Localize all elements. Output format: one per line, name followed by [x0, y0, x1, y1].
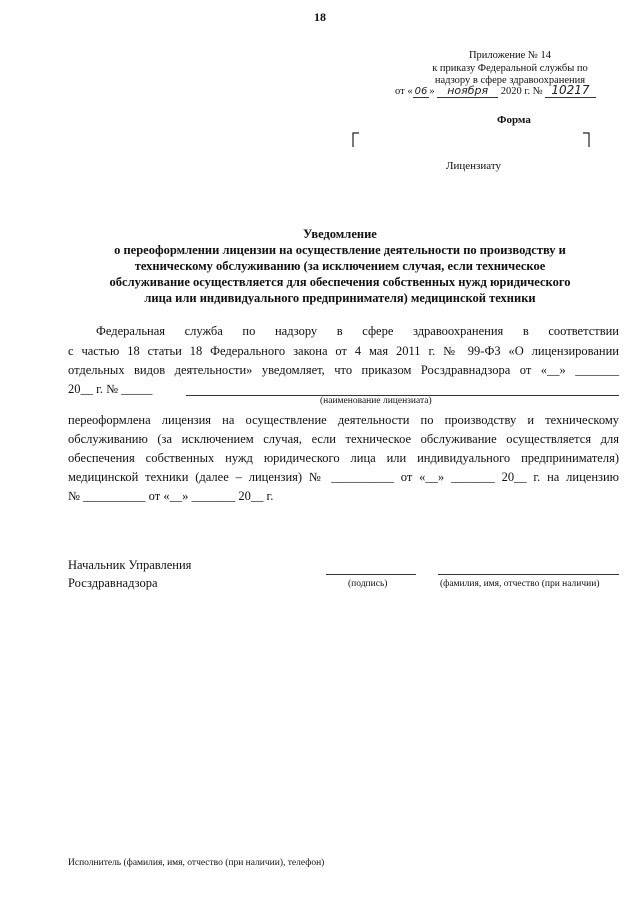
body-p1-line-2: с частью 18 статьи 18 Федерального закона от 4 мая 2011 г. № 99-ФЗ «О лицензировании	[68, 344, 619, 358]
address-bracket-right	[582, 132, 590, 153]
signature-line	[326, 574, 416, 575]
body-p2-line-2: обслуживанию (за исключением случая, если техническое обслуживание осуществляется для	[68, 432, 619, 446]
order-day: 06	[414, 86, 428, 97]
body-p2-line-3: обеспечения собственных нужд юридического лица или индивидуального предпринимателя)	[68, 451, 619, 465]
order-number: 10217	[545, 83, 595, 98]
appendix-line-2: к приказу Федеральной службы по	[432, 62, 588, 74]
bracket-right-icon	[582, 132, 590, 148]
title-line-4: обслуживание осуществляется для обеспечения собственных нужд юридического	[109, 275, 571, 289]
caption-signature: (подпись)	[348, 579, 388, 589]
licensee-label: Лицензиату	[446, 160, 501, 172]
name-line	[438, 574, 619, 575]
order-date-line	[395, 83, 596, 97]
body-p1-line-3: отдельных видов деятельности» уведомляет, что приказом Росздравнадзора от «__» _______	[68, 363, 619, 377]
body-p2-line-5: № __________ от «__» _______ 20__ г.	[68, 489, 274, 503]
title-line-1: Уведомление	[303, 227, 377, 241]
title-line-5: лица или индивидуального предпринимателя) медицинской техники	[144, 291, 536, 305]
page-number: 18	[314, 10, 326, 24]
caption-name: (фамилия, имя, отчество (при наличии)	[440, 579, 600, 589]
appendix-header	[395, 50, 625, 88]
title-line-2: о переоформлении лицензии на осуществление деятельности по производству и	[114, 243, 566, 257]
caption-licensee: (наименование лицензиата)	[320, 396, 432, 406]
order-year: 2020 г. №	[500, 86, 543, 97]
appendix-line-3: надзору в сфере здравоохранения	[434, 75, 586, 86]
body-p1-line-4: 20__ г. № _____	[68, 382, 153, 396]
signer-role-line-1: Начальник Управления	[68, 558, 192, 572]
appendix-line-1: Приложение № 14	[468, 50, 552, 61]
signer-role-line-2: Росздравнадзора	[68, 576, 158, 590]
bracket-left-icon	[352, 132, 360, 148]
order-mid: »	[429, 86, 435, 97]
address-bracket-left	[352, 132, 360, 153]
title-line-3: техническому обслуживанию (за исключением случая, если техническое	[134, 259, 546, 273]
document-title	[60, 226, 620, 306]
body-p2-line-1: переоформлена лицензия на осуществление деятельности по производству и техническому	[68, 413, 619, 427]
order-prefix: от «	[395, 86, 413, 97]
form-label: Форма	[497, 114, 531, 126]
body-p2-line-4: медицинской техники (далее – лицензия) № __________ от «__» _______ 20__ г. на лицензию	[68, 470, 619, 484]
footer-executor: Исполнитель (фамилия, имя, отчество (при наличии), телефон)	[68, 858, 325, 868]
body-p1-line-1: Федеральная служба по надзору в сфере здравоохранения в соответствии	[96, 324, 619, 338]
order-month: ноября	[437, 84, 498, 98]
